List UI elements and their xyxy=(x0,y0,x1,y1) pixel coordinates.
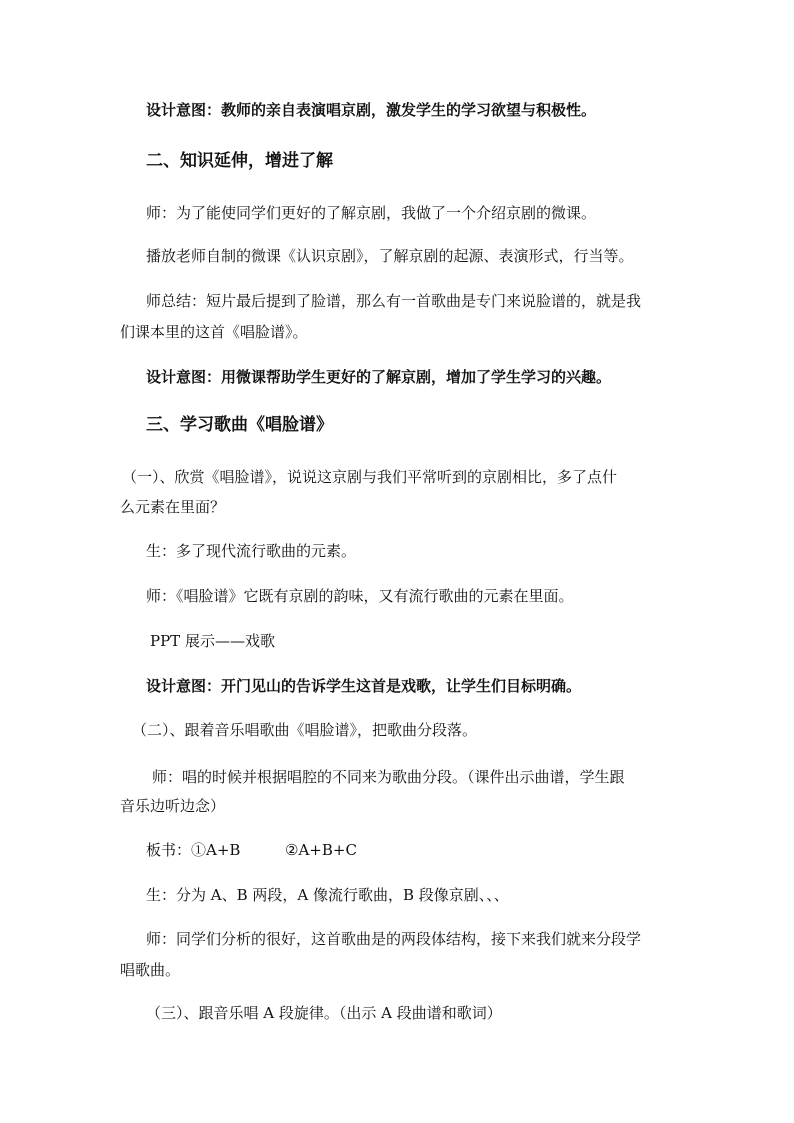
paragraph-teacher-instruction-2: 音乐边听边念） xyxy=(120,797,226,815)
paragraph-teacher-remark-1: 师：《唱脸谱》它既有京剧的韵味，又有流行歌曲的元素在里面。 xyxy=(146,587,574,605)
blackboard-item-2: ②A+B+C xyxy=(285,841,357,859)
design-intent-3: 设计意图：开门见山的告诉学生这首是戏歌，让学生们目标明确。 xyxy=(146,677,582,695)
paragraph-teacher-summary-1: 师总结：短片最后提到了脸谱，那么有一首歌曲是专门来说脸谱的，就是我 xyxy=(146,292,642,310)
section-heading-2: 二、知识延伸，增进了解 xyxy=(146,151,333,171)
paragraph-teacher-remark-2-line-1: 师：同学们分析的很好，这首歌曲是的两段体结构，接下来我们就来分段学 xyxy=(146,930,642,948)
subsection-1-line-2: 么元素在里面？ xyxy=(120,498,226,516)
subsection-1-line-1: （一）、欣赏《唱脸谱》，说说这京剧与我们平常听到的京剧相比，多了点什 xyxy=(122,468,618,486)
paragraph-teacher-summary-2: 们课本里的这首《唱脸谱》。 xyxy=(120,323,308,341)
section-heading-3: 三、学习歌曲《唱脸谱》 xyxy=(146,415,333,435)
paragraph-teacher-remark-2-line-2: 唱歌曲。 xyxy=(120,961,181,979)
blackboard-item-1: 板书：①A+B xyxy=(146,841,241,859)
subsection-2-heading: （二）、跟着音乐唱歌曲《唱脸谱》，把歌曲分段落。 xyxy=(132,721,478,739)
paragraph-student-answer-1: 生：多了现代流行歌曲的元素。 xyxy=(146,542,357,560)
paragraph-ppt-display: PPT 展示——戏歌 xyxy=(150,632,275,650)
paragraph-play-microlesson: 播放老师自制的微课《认识京剧》，了解京剧的起源、表演形式，行当等。 xyxy=(146,247,634,265)
design-intent-1: 设计意图：教师的亲自表演唱京剧，激发学生的学习欲望与积极性。 xyxy=(146,101,597,119)
design-intent-2: 设计意图：用微课帮助学生更好的了解京剧，增加了学生学习的兴趣。 xyxy=(146,368,612,386)
subsection-3-heading: （三）、跟音乐唱 A 段旋律。（出示 A 段曲谱和歌词） xyxy=(146,1004,502,1022)
paragraph-teacher-intro: 师：为了能使同学们更好的了解京剧，我做了一个介绍京剧的微课。 xyxy=(146,204,597,222)
paragraph-student-answer-2: 生：分为 A、B 两段，A 像流行歌曲，B 段像京剧、、、 xyxy=(146,886,509,904)
paragraph-teacher-instruction-1: 师：唱的时候并根据唱腔的不同来为歌曲分段。（课件出示曲谱，学生跟 xyxy=(152,768,625,786)
